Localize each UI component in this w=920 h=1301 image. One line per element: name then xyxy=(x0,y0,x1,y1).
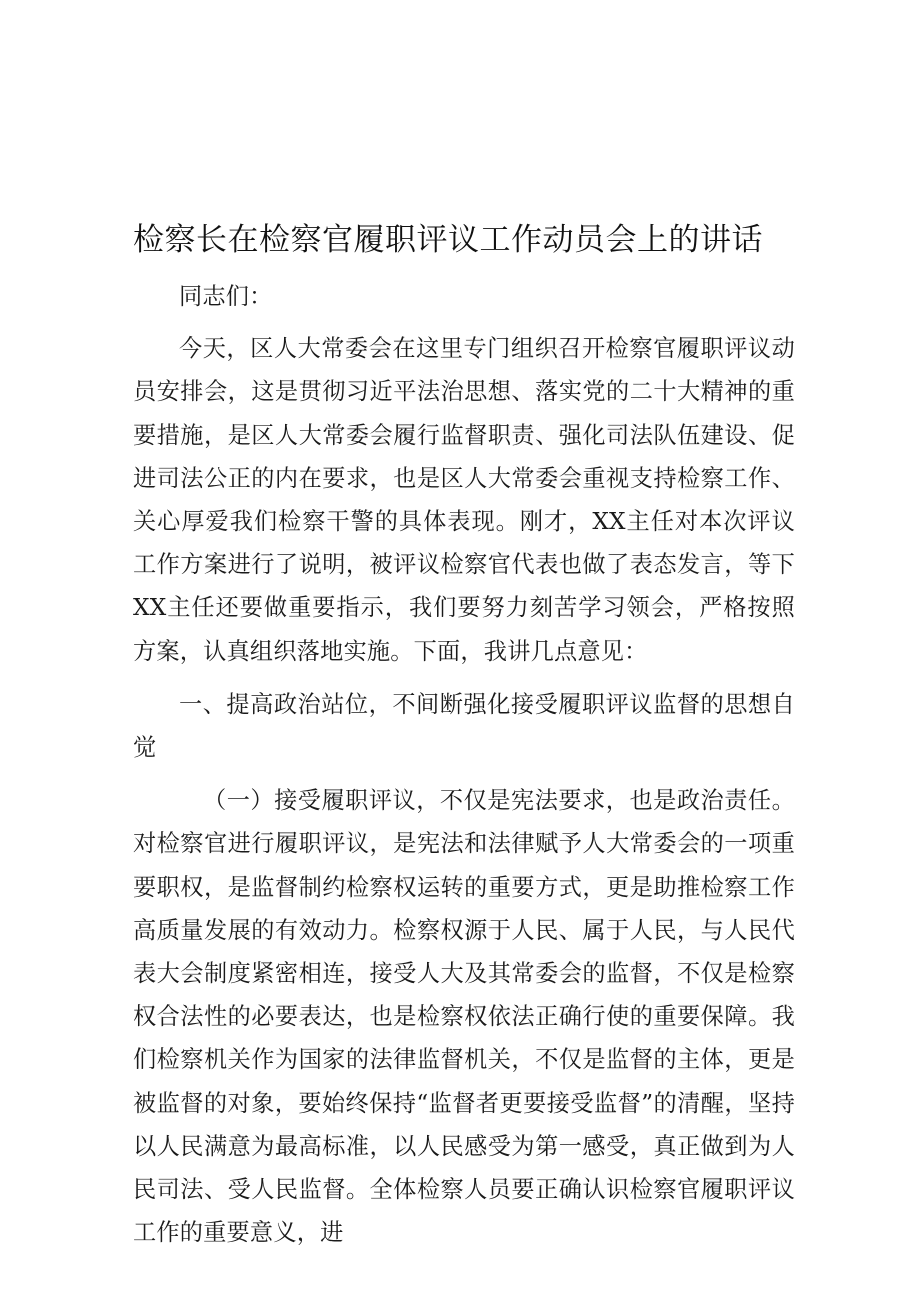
section-heading-1: 一、提高政治站位，不间断强化接受履职评议监督的思想自觉 xyxy=(133,690,795,762)
document-title: 检察长在检察官履职评议工作动员会上的讲话 xyxy=(133,222,763,258)
greeting: 同志们： xyxy=(179,283,273,310)
subsection-1-paragraph: （一）接受履职评议，不仅是宪法要求，也是政治责任。对检察官进行履职评议，是宪法和法律赋予人大常委会的一项重要职权，是监督制约检察权运转的重要方式，更是助推检察工作高质量发展的有效动力。检察权源于人民、属于人民，与人民代表大会制度紧密相连，接受人大及其常委会的监督，不仅是检察权合法性的必要表达，也是检察权依法正确行使的重要保障。我们检察机关作为国家的法律监督机关，不仅是监督的主体，更是被监督的对象，要始终保持“监督者更要接受监督”的清醒，坚持以人民满意为最高标准，以人民感受为第一感受，真正做到为人民司法、受人民监督。全体检察人员要正确认识检察官履职评议工作的重要意义，进 xyxy=(133,787,795,1247)
paragraph-opening: 今天，区人大常委会在这里专门组织召开检察官履职评议动员安排会，这是贯彻习近平法治思想、落实党的二十大精神的重要措施，是区人大常委会履行监督职责、强化司法队伍建设、促进司法公正的内在要求，也是区人大常委会重视支持检察工作、关心厚爱我们检察干警的具体表现。刚才，XX主任对本次评议工作方案进行了说明，被评议检察官代表也做了表态发言，等下XX主任还要做重要指示，我们要努力刻苦学习领会，严格按照方案，认真组织落地实施。下面，我讲几点意见： xyxy=(133,335,795,665)
document-body xyxy=(133,275,795,1254)
